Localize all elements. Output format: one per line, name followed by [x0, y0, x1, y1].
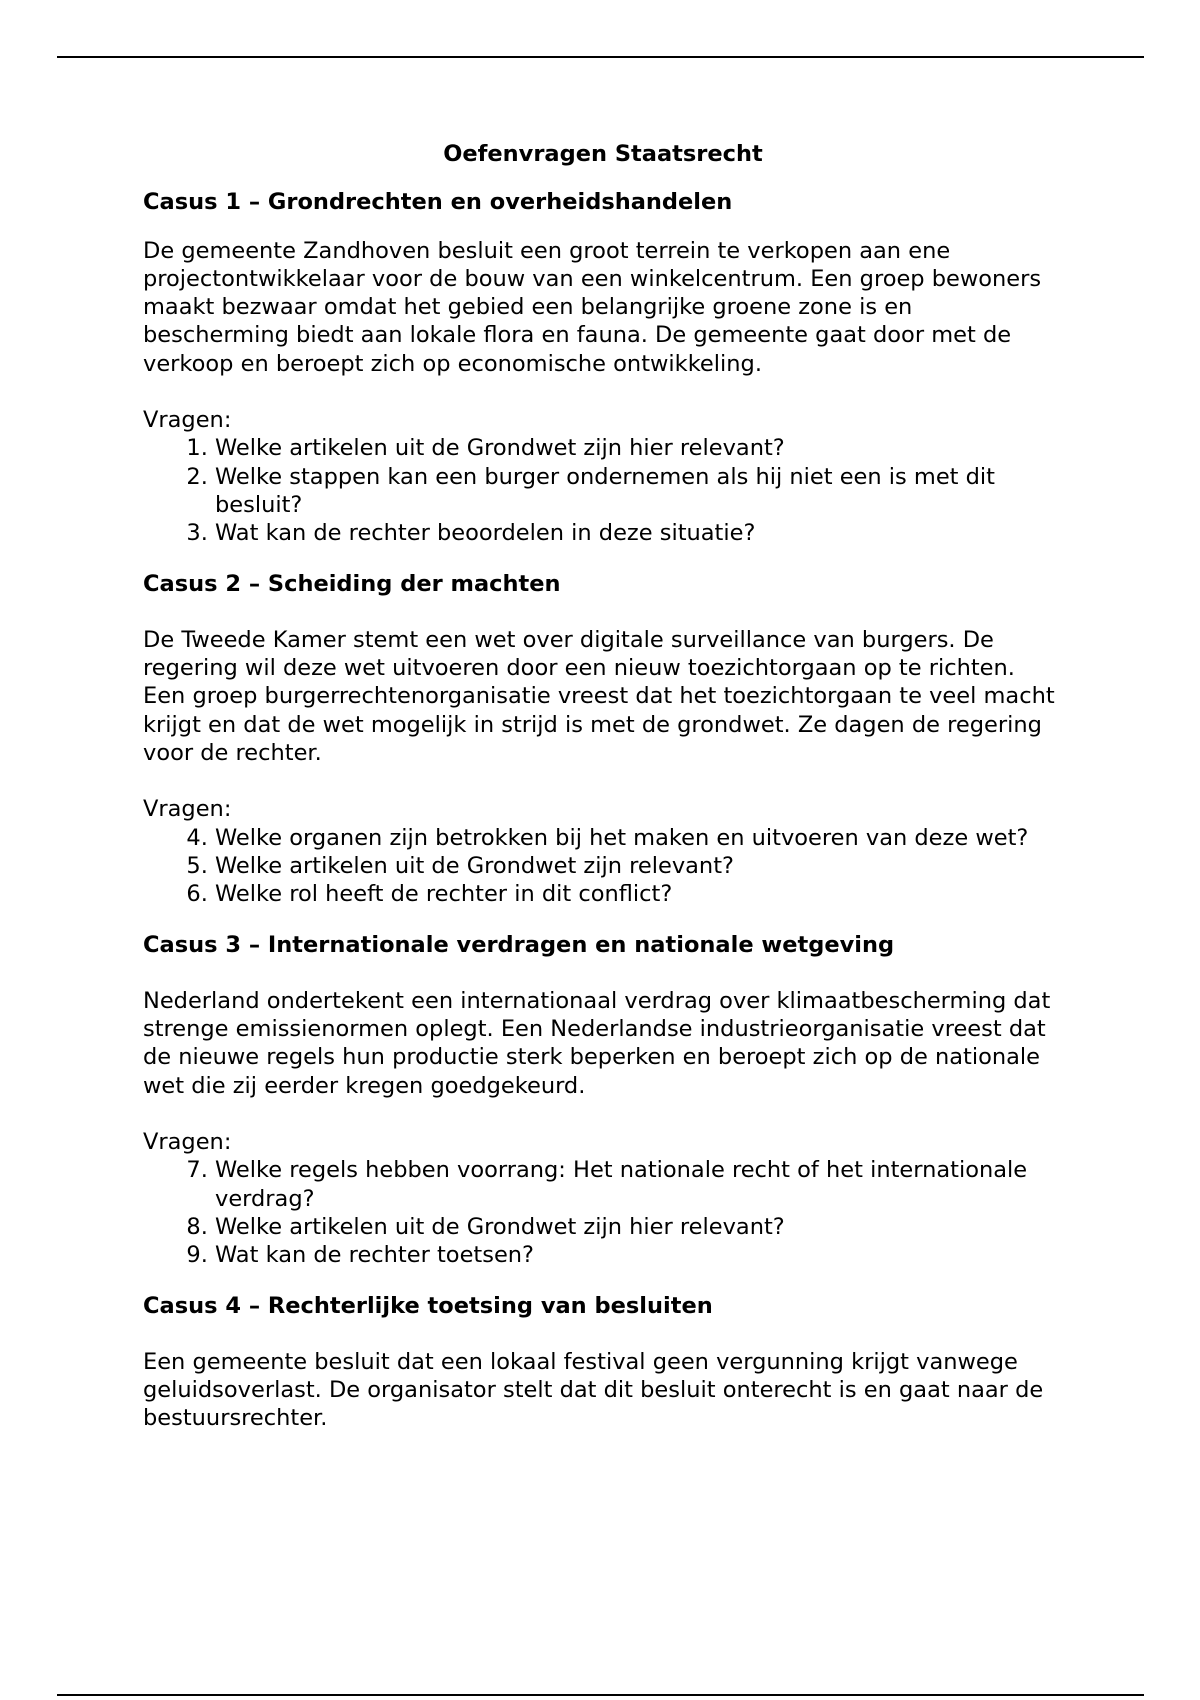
case-4 — [143, 1292, 1063, 1433]
question-item: 6. Welke rol heeft de rechter in dit conflict? — [215, 880, 1063, 908]
questions-list — [143, 824, 1063, 909]
page-top-rule — [57, 56, 1144, 58]
question-item: 8. Welke artikelen uit de Grondwet zijn hier relevant? — [215, 1213, 1063, 1241]
question-item: 3. Wat kan de rechter beoordelen in deze situatie? — [215, 519, 1063, 547]
question-item: 2. Welke stappen kan een burger ondernemen als hij niet een is met dit besluit? — [215, 463, 1063, 520]
case-heading: Casus 4 – Rechterlijke toetsing van besluiten — [143, 1292, 713, 1319]
question-item: 4. Welke organen zijn betrokken bij het maken en uitvoeren van deze wet? — [215, 824, 1063, 852]
case-text: De gemeente Zandhoven besluit een groot terrein te verkopen aan ene projectontwikkelaar voor de bouw van een winkelcentrum. Een groep bewoners maakt bezwaar omdat het gebied een belangrijke groene zone is en bescherming biedt aan lokale flora en fauna. De gemeente gaat door met de verkoop en beroept zich op economische ontwikkeling. — [143, 237, 1042, 377]
question-item: 9. Wat kan de rechter toetsen? — [215, 1241, 1063, 1269]
questions-label: Vragen: — [143, 407, 232, 434]
case-heading: Casus 2 – Scheiding der machten — [143, 570, 561, 597]
page-bottom-rule — [57, 1694, 1144, 1696]
case-text: Nederland ondertekent een internationaal verdrag over klimaatbescherming dat strenge emissienormen oplegt. Een Nederlandse industrieorganisatie vreest dat de nieuwe regels hun productie sterk beperken en beroept zich op de nationale wet die zij eerder kregen goedgekeurd. — [143, 987, 1051, 1099]
questions-list — [143, 1156, 1063, 1269]
document-title: Oefenvragen Staatsrecht — [443, 141, 763, 167]
question-item: 1. Welke artikelen uit de Grondwet zijn hier relevant? — [215, 434, 1063, 462]
case-text: De Tweede Kamer stemt een wet over digitale surveillance van burgers. De regering wil deze wet uitvoeren door een nieuw toezichtorgaan op te richten. Een groep burgerrechtenorganisatie vreest dat het toezichtorgaan te veel macht krijgt en dat de wet mogelijk in strijd is met de grondwet. Ze dagen de regering voor de rechter. — [143, 626, 1055, 767]
document-body — [143, 140, 1063, 1461]
case-2 — [143, 570, 1063, 909]
case-text: Een gemeente besluit dat een lokaal festival geen vergunning krijgt vanwege geluidsoverlast. De organisator stelt dat dit besluit onterecht is en gaat naar de bestuursrechter. — [143, 1348, 1044, 1432]
questions-label: Vragen: — [143, 796, 232, 823]
question-item: 7. Welke regels hebben voorrang: Het nationale recht of het internationale verdrag? — [215, 1156, 1063, 1213]
questions-label: Vragen: — [143, 1129, 232, 1156]
case-3 — [143, 931, 1063, 1270]
case-heading: Casus 1 – Grondrechten en overheidshandelen — [143, 189, 733, 216]
case-heading: Casus 3 – Internationale verdragen en nationale wetgeving — [143, 931, 895, 958]
question-item: 5. Welke artikelen uit de Grondwet zijn relevant? — [215, 852, 1063, 880]
case-1 — [143, 188, 1063, 547]
questions-list — [143, 434, 1063, 547]
